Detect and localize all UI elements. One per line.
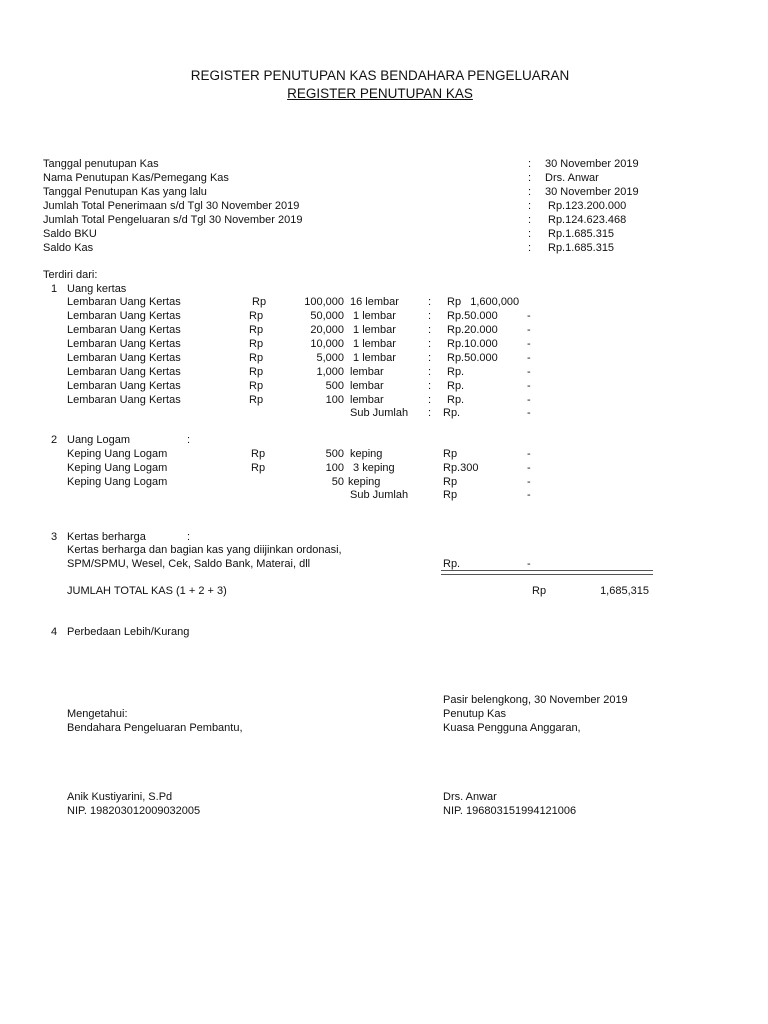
document-subtitle: REGISTER PENUTUPAN KAS [287, 86, 473, 101]
row-denom: 5,000 [316, 352, 344, 364]
sig-nip: NIP. 196803151994121006 [443, 805, 577, 817]
section-total: Rp. [443, 558, 461, 570]
row-total: Rp. [447, 366, 465, 378]
section-number: 3 [51, 531, 58, 543]
field-label: Tanggal Penutupan Kas yang lalu [43, 186, 207, 198]
row-dash: - [527, 448, 531, 460]
row-rp: Rp [249, 324, 264, 336]
row-qty: 1 lembar [350, 352, 396, 364]
field-label: Tanggal penutupan Kas [43, 158, 159, 170]
row-denom: 100 [325, 462, 344, 474]
sig-place-date: Pasir belengkong, 30 November 2019 [443, 694, 628, 706]
row-qty: lembar [350, 380, 384, 392]
row-rp: Rp [249, 352, 264, 364]
row-rp: Rp [249, 338, 264, 350]
row-qty: 1 lembar [350, 310, 396, 322]
row-total: Rp 1,600,000 [447, 296, 520, 308]
field-colon: : [528, 158, 532, 170]
section-number: 1 [51, 283, 58, 295]
row-label: Lembaran Uang Kertas [67, 394, 181, 406]
field-label: Saldo Kas [43, 242, 94, 254]
row-dash: - [527, 394, 531, 406]
sig-line: Penutup Kas [443, 708, 506, 720]
section-title-colon: : [187, 531, 191, 543]
section-title: Uang Logam [67, 434, 130, 446]
row-qty: keping [348, 476, 381, 488]
double-underline [441, 570, 653, 575]
row-label: Keping Uang Logam [67, 462, 168, 474]
row-qty: 16 lembar [350, 296, 399, 308]
row-label: Keping Uang Logam [67, 448, 168, 460]
row-colon: : [428, 352, 432, 364]
subtotal-total: Rp. [443, 407, 461, 419]
row-qty: lembar [350, 366, 384, 378]
row-denom: 100 [325, 394, 344, 406]
document-title: REGISTER PENUTUPAN KAS BENDAHARA PENGELUARAN [190, 68, 570, 83]
subtotal-label: Sub Jumlah [350, 407, 409, 419]
sig-line: Mengetahui: [67, 708, 128, 720]
field-label: Nama Penutupan Kas/Pemegang Kas [43, 172, 229, 184]
grand-total-label: JUMLAH TOTAL KAS (1 + 2 + 3) [67, 585, 227, 597]
row-denom: 500 [325, 448, 344, 460]
section-title: Kertas berharga [67, 531, 146, 543]
row-dash: - [527, 462, 531, 474]
field-colon: : [528, 172, 532, 184]
row-denom: 50 [331, 476, 344, 488]
row-rp: Rp [249, 310, 264, 322]
subtotal-label: Sub Jumlah [350, 489, 409, 501]
sig-name: Drs. Anwar [443, 791, 497, 803]
row-rp: Rp [252, 296, 267, 308]
terdiri-label: Terdiri dari: [43, 269, 98, 281]
row-label: Keping Uang Logam [67, 476, 168, 488]
row-qty: 1 lembar [350, 324, 396, 336]
row-total: Rp.300 [443, 462, 479, 474]
row-label: Lembaran Uang Kertas [67, 366, 181, 378]
row-total: Rp. [447, 380, 465, 392]
row-dash: - [527, 366, 531, 378]
row-colon: : [428, 310, 432, 322]
grand-total-rp: Rp [532, 585, 547, 597]
row-colon: : [428, 394, 432, 406]
subtotal-colon: : [428, 407, 432, 419]
field-colon: : [528, 200, 532, 212]
field-label: Jumlah Total Penerimaan s/d Tgl 30 November 2019 [43, 200, 300, 212]
section-desc: SPM/SPMU, Wesel, Cek, Saldo Bank, Materai, dll [67, 558, 311, 570]
section-title: Uang kertas [67, 283, 127, 295]
row-denom: 1,000 [316, 366, 344, 378]
row-label: Lembaran Uang Kertas [67, 352, 181, 364]
field-label: Saldo BKU [43, 228, 97, 240]
field-value: Rp.1.685.315 [548, 228, 615, 240]
section-dash: - [527, 558, 531, 570]
subtotal-dash: - [527, 407, 531, 419]
sig-line: Bendahara Pengeluaran Pembantu, [67, 722, 243, 734]
subtotal-dash: - [527, 489, 531, 501]
section-number: 2 [51, 434, 58, 446]
row-label: Lembaran Uang Kertas [67, 324, 181, 336]
row-colon: : [428, 338, 432, 350]
row-rp: Rp [251, 448, 266, 460]
row-qty: lembar [350, 394, 384, 406]
field-label: Jumlah Total Pengeluaran s/d Tgl 30 November 2019 [43, 214, 303, 226]
field-value: 30 November 2019 [545, 158, 639, 170]
row-total: Rp.50.000 [447, 352, 498, 364]
row-label: Lembaran Uang Kertas [67, 338, 181, 350]
row-colon: : [428, 324, 432, 336]
section-desc: Kertas berharga dan bagian kas yang diijinkan ordonasi, [67, 544, 342, 556]
row-colon: : [428, 296, 432, 308]
row-dash: - [527, 338, 531, 350]
row-dash: - [527, 352, 531, 364]
section-title-colon: : [187, 434, 191, 446]
field-value: Drs. Anwar [545, 172, 599, 184]
field-value: 30 November 2019 [545, 186, 639, 198]
row-total: Rp. [447, 394, 465, 406]
row-label: Lembaran Uang Kertas [67, 310, 181, 322]
field-colon: : [528, 186, 532, 198]
field-colon: : [528, 242, 532, 254]
row-label: Lembaran Uang Kertas [67, 380, 181, 392]
row-rp: Rp [249, 394, 264, 406]
row-denom: 20,000 [310, 324, 344, 336]
field-value: Rp.1.685.315 [548, 242, 615, 254]
field-colon: : [528, 228, 532, 240]
row-total: Rp.50.000 [447, 310, 498, 322]
grand-total-value: 1,685,315 [600, 585, 649, 597]
row-colon: : [428, 380, 432, 392]
field-value: Rp.123.200.000 [548, 200, 627, 212]
sig-line: Kuasa Pengguna Anggaran, [443, 722, 581, 734]
row-denom: 500 [325, 380, 344, 392]
sig-nip: NIP. 198203012009032005 [67, 805, 201, 817]
row-qty: keping [350, 448, 383, 460]
row-total: Rp.10.000 [447, 338, 498, 350]
row-qty: 1 lembar [350, 338, 396, 350]
sig-name: Anik Kustiyarini, S.Pd [67, 791, 173, 803]
row-denom: 50,000 [310, 310, 344, 322]
row-dash: - [527, 380, 531, 392]
row-total: Rp [443, 476, 458, 488]
field-value: Rp.124.623.468 [548, 214, 627, 226]
row-denom: 100,000 [304, 296, 344, 308]
row-rp: Rp [249, 380, 264, 392]
section-number: 4 [51, 626, 58, 638]
field-colon: : [528, 214, 532, 226]
row-dash: - [527, 324, 531, 336]
row-rp: Rp [251, 462, 266, 474]
row-dash: - [527, 310, 531, 322]
row-rp: Rp [249, 366, 264, 378]
row-colon: : [428, 366, 432, 378]
row-dash: - [527, 476, 531, 488]
row-qty: 3 keping [350, 462, 395, 474]
row-denom: 10,000 [310, 338, 344, 350]
subtotal-total: Rp [443, 489, 458, 501]
row-total: Rp [443, 448, 458, 460]
row-total: Rp.20.000 [447, 324, 498, 336]
row-label: Lembaran Uang Kertas [67, 296, 181, 308]
section-title: Perbedaan Lebih/Kurang [67, 626, 190, 638]
